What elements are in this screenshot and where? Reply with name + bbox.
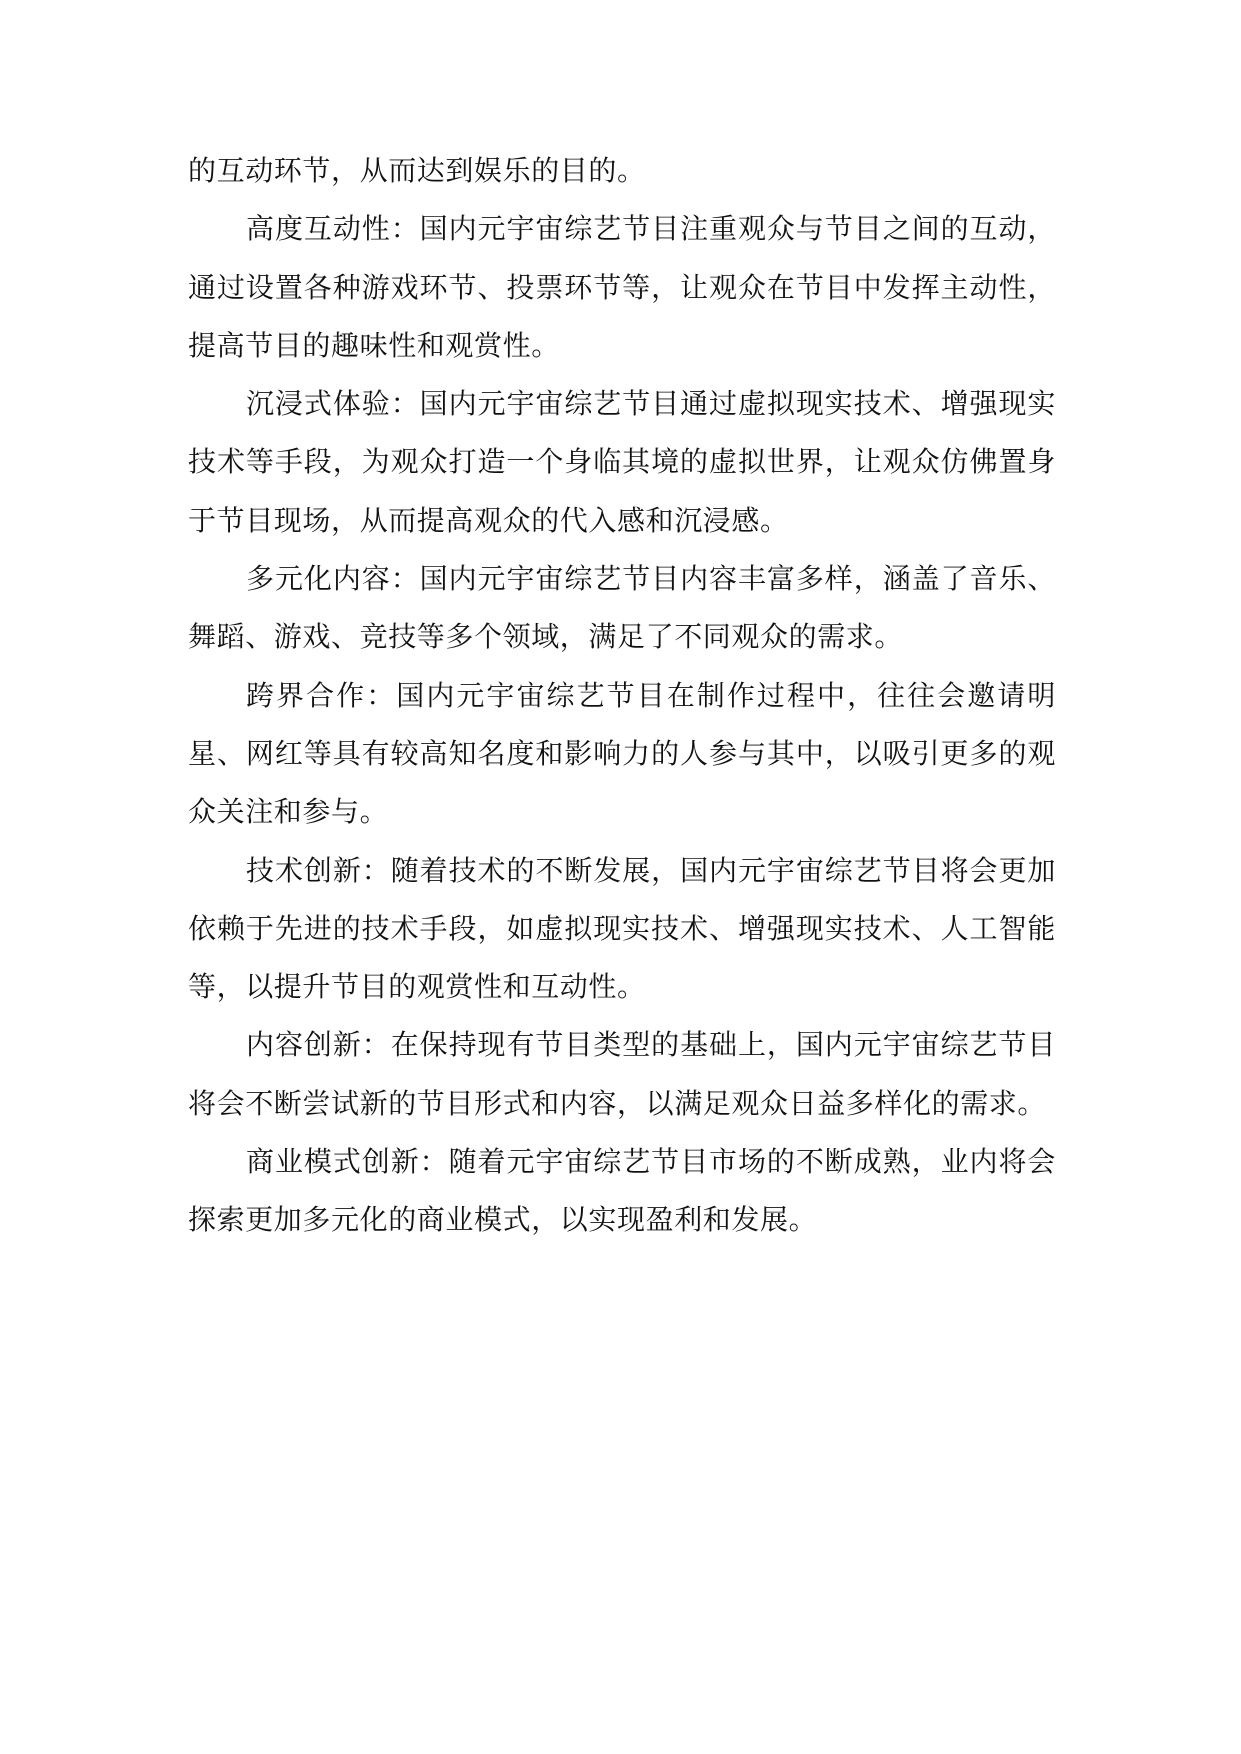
paragraph-crossover-cooperation: 跨界合作：国内元宇宙综艺节目在制作过程中，往往会邀请明星、网红等具有较高知名度和影响力的人参与其中，以吸引更多的观众关注和参与。 [188, 678, 1056, 829]
paragraph-content-innovation: 内容创新：在保持现有节目类型的基础上，国内元宇宙综艺节目将会不断尝试新的节目形式和内容，以满足观众日益多样化的需求。 [188, 1028, 1056, 1120]
paragraph-high-interactivity: 高度互动性：国内元宇宙综艺节目注重观众与节目之间的互动，通过设置各种游戏环节、投票环节等，让观众在节目中发挥主动性，提高节目的趣味性和观赏性。 [188, 212, 1056, 362]
paragraph-intro-continuation: 的互动环节，从而达到娱乐的目的。 [188, 154, 646, 187]
document-body [188, 142, 1056, 1250]
paragraph-business-model-innovation: 商业模式创新：随着元宇宙综艺节目市场的不断成熟，业内将会探索更加多元化的商业模式，以实现盈利和发展。 [188, 1145, 1056, 1237]
paragraph-technology-innovation: 技术创新：随着技术的不断发展，国内元宇宙综艺节目将会更加依赖于先进的技术手段，如虚拟现实技术、增强现实技术、人工智能等，以提升节目的观赏性和互动性。 [188, 853, 1056, 1004]
paragraph-diversified-content: 多元化内容：国内元宇宙综艺节目内容丰富多样，涵盖了音乐、舞蹈、游戏、竞技等多个领域，满足了不同观众的需求。 [188, 562, 1056, 654]
paragraph-immersive-experience: 沉浸式体验：国内元宇宙综艺节目通过虚拟现实技术、增强现实技术等手段，为观众打造一个身临其境的虚拟世界，让观众仿佛置身于节目现场，从而提高观众的代入感和沉浸感。 [188, 387, 1056, 537]
